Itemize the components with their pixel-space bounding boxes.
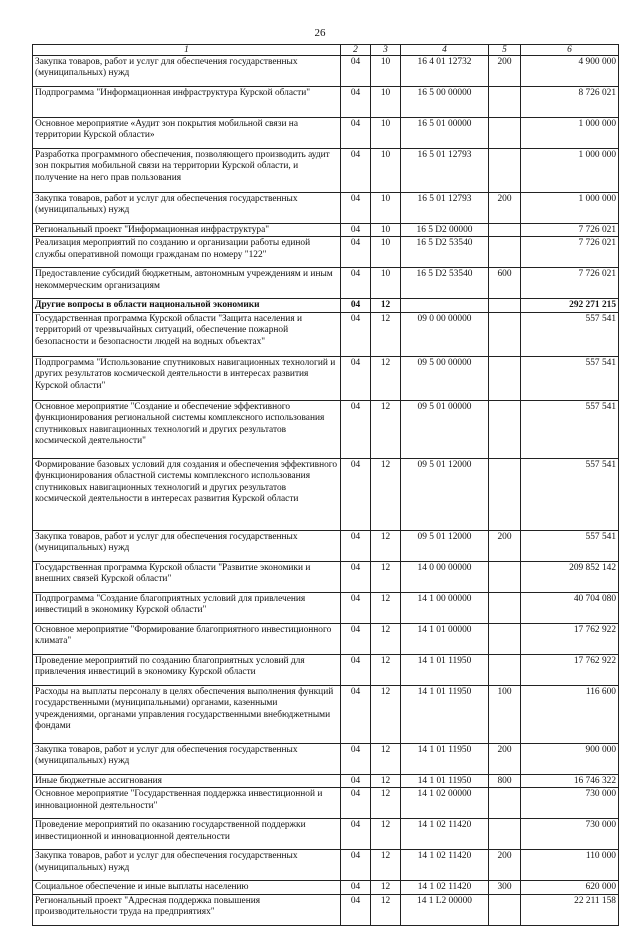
row-expense-type-cell: 800 <box>489 774 521 787</box>
row-expense-type-cell <box>489 592 521 623</box>
row-amount-cell: 1 000 000 <box>521 149 619 193</box>
row-name-cell: Подпрограмма "Информационная инфраструктура Курской области" <box>33 87 341 118</box>
row-target-code-cell: 14 1 01 11950 <box>401 743 489 774</box>
row-section-cell: 04 <box>341 312 371 356</box>
row-expense-type-cell: 200 <box>489 850 521 881</box>
table-row <box>33 894 619 925</box>
table-row <box>33 654 619 685</box>
header-cell-name: 1 <box>33 45 341 56</box>
row-expense-type-cell <box>489 894 521 925</box>
row-subsection-cell: 12 <box>371 774 401 787</box>
row-target-code-cell: 09 0 00 00000 <box>401 312 489 356</box>
row-section-cell: 04 <box>341 458 371 530</box>
row-expense-type-cell <box>489 400 521 458</box>
row-expense-type-cell: 200 <box>489 56 521 87</box>
row-target-code-cell: 14 1 02 11420 <box>401 881 489 894</box>
row-expense-type-cell <box>489 224 521 237</box>
row-name-cell: Проведение мероприятий по созданию благоприятных условий для привлечения инвестиций в экономику Курской области <box>33 654 341 685</box>
row-amount-cell: 209 852 142 <box>521 561 619 592</box>
row-expense-type-cell <box>489 149 521 193</box>
table-row <box>33 237 619 268</box>
row-amount-cell: 557 541 <box>521 458 619 530</box>
row-section-cell: 04 <box>341 881 371 894</box>
row-target-code-cell: 16 5 01 12793 <box>401 193 489 224</box>
row-target-code-cell: 14 1 01 00000 <box>401 623 489 654</box>
row-subsection-cell: 12 <box>371 788 401 819</box>
table-row <box>33 743 619 774</box>
row-subsection-cell: 12 <box>371 356 401 400</box>
row-amount-cell: 1 000 000 <box>521 193 619 224</box>
row-section-cell: 04 <box>341 774 371 787</box>
row-target-code-cell: 14 0 00 00000 <box>401 561 489 592</box>
row-name-cell: Закупка товаров, работ и услуг для обеспечения государственных (муниципальных) нужд <box>33 743 341 774</box>
row-amount-cell: 116 600 <box>521 685 619 743</box>
row-amount-cell: 4 900 000 <box>521 56 619 87</box>
row-subsection-cell: 10 <box>371 118 401 149</box>
row-subsection-cell: 12 <box>371 299 401 312</box>
row-target-code-cell: 16 5 D2 53540 <box>401 237 489 268</box>
table-row <box>33 224 619 237</box>
row-expense-type-cell: 100 <box>489 685 521 743</box>
row-name-cell: Государственная программа Курской области "Защита населения и территорий от чрезвычайных ситуаций, обеспечение пожарной безопасности и безопасности людей на водных объектах" <box>33 312 341 356</box>
row-amount-cell: 22 211 158 <box>521 894 619 925</box>
row-expense-type-cell <box>489 788 521 819</box>
row-name-cell: Разработка программного обеспечения, позволяющего производить аудит зон покрытия мобильной связи на территории Курской области, и получение на него прав пользования <box>33 149 341 193</box>
row-section-cell: 04 <box>341 561 371 592</box>
table-row <box>33 458 619 530</box>
row-name-cell: Основное мероприятие "Государственная поддержка инвестиционной и инновационной деятельности" <box>33 788 341 819</box>
row-target-code-cell: 09 5 01 12000 <box>401 530 489 561</box>
row-target-code-cell: 09 5 01 12000 <box>401 458 489 530</box>
row-target-code-cell: 14 1 02 11420 <box>401 819 489 850</box>
row-name-cell: Расходы на выплаты персоналу в целях обеспечения выполнения функций государственными (муниципальными) органами, казенными учреждениями, органами управления государственными внебюджетными фондами <box>33 685 341 743</box>
row-name-cell: Региональный проект "Информационная инфраструктура" <box>33 224 341 237</box>
row-name-cell: Иные бюджетные ассигнования <box>33 774 341 787</box>
row-name-cell: Закупка товаров, работ и услуг для обеспечения государственных (муниципальных) нужд <box>33 530 341 561</box>
row-target-code-cell: 09 5 00 00000 <box>401 356 489 400</box>
table-row <box>33 400 619 458</box>
row-section-cell: 04 <box>341 654 371 685</box>
row-amount-cell: 110 000 <box>521 850 619 881</box>
row-amount-cell: 730 000 <box>521 819 619 850</box>
row-section-cell: 04 <box>341 224 371 237</box>
row-section-cell: 04 <box>341 530 371 561</box>
row-amount-cell: 17 762 922 <box>521 623 619 654</box>
row-name-cell: Закупка товаров, работ и услуг для обеспечения государственных (муниципальных) нужд <box>33 850 341 881</box>
row-section-cell: 04 <box>341 87 371 118</box>
row-name-cell: Проведение мероприятий по оказанию государственной поддержки инвестиционной и инновационной деятельности <box>33 819 341 850</box>
row-expense-type-cell <box>489 118 521 149</box>
row-subsection-cell: 12 <box>371 850 401 881</box>
table-row <box>33 850 619 881</box>
row-target-code-cell <box>401 299 489 312</box>
row-section-cell: 04 <box>341 356 371 400</box>
row-section-cell: 04 <box>341 56 371 87</box>
table-row <box>33 87 619 118</box>
header-cell-expense-type: 5 <box>489 45 521 56</box>
row-expense-type-cell: 600 <box>489 268 521 299</box>
row-subsection-cell: 12 <box>371 312 401 356</box>
row-expense-type-cell <box>489 356 521 400</box>
row-target-code-cell: 14 1 01 11950 <box>401 685 489 743</box>
row-amount-cell: 557 541 <box>521 400 619 458</box>
row-amount-cell: 17 762 922 <box>521 654 619 685</box>
row-name-cell: Социальное обеспечение и иные выплаты населению <box>33 881 341 894</box>
table-row <box>33 774 619 787</box>
row-subsection-cell: 12 <box>371 530 401 561</box>
table-row <box>33 312 619 356</box>
row-name-cell: Государственная программа Курской области "Развитие экономики и внешних связей Курской области" <box>33 561 341 592</box>
row-target-code-cell: 16 5 D2 53540 <box>401 268 489 299</box>
table-row <box>33 268 619 299</box>
row-amount-cell: 40 704 080 <box>521 592 619 623</box>
row-subsection-cell: 10 <box>371 193 401 224</box>
row-amount-cell: 292 271 215 <box>521 299 619 312</box>
row-target-code-cell: 16 5 01 00000 <box>401 118 489 149</box>
row-amount-cell: 620 000 <box>521 881 619 894</box>
table-row <box>33 56 619 87</box>
row-section-cell: 04 <box>341 299 371 312</box>
table-row <box>33 592 619 623</box>
table-row <box>33 356 619 400</box>
row-target-code-cell: 14 1 01 11950 <box>401 774 489 787</box>
row-amount-cell: 900 000 <box>521 743 619 774</box>
row-expense-type-cell <box>489 237 521 268</box>
row-name-cell: Реализация мероприятий по созданию и организации работы единой службы оперативной помощи гражданам по номеру "122" <box>33 237 341 268</box>
row-section-cell: 04 <box>341 237 371 268</box>
table-row <box>33 530 619 561</box>
row-target-code-cell: 14 1 00 00000 <box>401 592 489 623</box>
row-target-code-cell: 16 4 01 12732 <box>401 56 489 87</box>
table-row <box>33 881 619 894</box>
table-header-row <box>33 45 619 56</box>
row-expense-type-cell <box>489 312 521 356</box>
row-amount-cell: 557 541 <box>521 312 619 356</box>
row-section-cell: 04 <box>341 850 371 881</box>
row-name-cell: Закупка товаров, работ и услуг для обеспечения государственных (муниципальных) нужд <box>33 193 341 224</box>
row-expense-type-cell <box>489 623 521 654</box>
row-section-cell: 04 <box>341 743 371 774</box>
row-amount-cell: 7 726 021 <box>521 268 619 299</box>
row-target-code-cell: 14 1 L2 00000 <box>401 894 489 925</box>
table-row <box>33 685 619 743</box>
row-name-cell: Основное мероприятие «Аудит зон покрытия мобильной связи на территории Курской области» <box>33 118 341 149</box>
row-subsection-cell: 12 <box>371 400 401 458</box>
row-target-code-cell: 14 1 02 11420 <box>401 850 489 881</box>
row-section-cell: 04 <box>341 149 371 193</box>
row-section-cell: 04 <box>341 788 371 819</box>
row-expense-type-cell <box>489 654 521 685</box>
row-name-cell: Основное мероприятие "Формирование благоприятного инвестиционного климата" <box>33 623 341 654</box>
row-subsection-cell: 10 <box>371 56 401 87</box>
row-subsection-cell: 12 <box>371 685 401 743</box>
row-section-cell: 04 <box>341 685 371 743</box>
row-subsection-cell: 10 <box>371 224 401 237</box>
row-section-cell: 04 <box>341 193 371 224</box>
row-target-code-cell: 14 1 01 11950 <box>401 654 489 685</box>
row-amount-cell: 7 726 021 <box>521 224 619 237</box>
header-cell-section: 2 <box>341 45 371 56</box>
row-section-cell: 04 <box>341 268 371 299</box>
row-subsection-cell: 12 <box>371 592 401 623</box>
row-subsection-cell: 12 <box>371 561 401 592</box>
row-subsection-cell: 12 <box>371 743 401 774</box>
row-expense-type-cell <box>489 299 521 312</box>
row-subsection-cell: 12 <box>371 654 401 685</box>
row-section-cell: 04 <box>341 894 371 925</box>
row-amount-cell: 730 000 <box>521 788 619 819</box>
row-name-cell: Подпрограмма "Использование спутниковых навигационных технологий и других результатов космической деятельности в интересах развития Курской области" <box>33 356 341 400</box>
row-subsection-cell: 12 <box>371 458 401 530</box>
row-subsection-cell: 10 <box>371 268 401 299</box>
row-expense-type-cell <box>489 819 521 850</box>
row-amount-cell: 16 746 322 <box>521 774 619 787</box>
row-expense-type-cell: 200 <box>489 530 521 561</box>
row-name-cell: Предоставление субсидий бюджетным, автономным учреждениям и иным некоммерческим организациям <box>33 268 341 299</box>
row-amount-cell: 557 541 <box>521 356 619 400</box>
row-section-cell: 04 <box>341 592 371 623</box>
row-section-cell: 04 <box>341 623 371 654</box>
row-expense-type-cell <box>489 458 521 530</box>
table-row <box>33 561 619 592</box>
row-amount-cell: 557 541 <box>521 530 619 561</box>
header-cell-subsection: 3 <box>371 45 401 56</box>
header-cell-amount: 6 <box>521 45 619 56</box>
row-name-cell: Основное мероприятие "Создание и обеспечение эффективного функционирования региональной системы комплексного использования спутниковых навигационных технологий и других результатов космической деятельности" <box>33 400 341 458</box>
page-number: 26 <box>314 27 326 39</box>
row-subsection-cell: 12 <box>371 881 401 894</box>
row-name-cell: Другие вопросы в области национальной экономики <box>33 299 341 312</box>
table-row <box>33 118 619 149</box>
row-name-cell: Закупка товаров, работ и услуг для обеспечения государственных (муниципальных) нужд <box>33 56 341 87</box>
table-row <box>33 788 619 819</box>
row-expense-type-cell: 300 <box>489 881 521 894</box>
table-row <box>33 299 619 312</box>
row-expense-type-cell <box>489 87 521 118</box>
row-subsection-cell: 10 <box>371 87 401 118</box>
row-subsection-cell: 12 <box>371 894 401 925</box>
row-target-code-cell: 09 5 01 00000 <box>401 400 489 458</box>
row-name-cell: Формирование базовых условий для создания и обеспечения эффективного функционирования областной системы комплексного использования спутниковых навигационных технологий и других результатов космической деятельности в интересах развития Курской области <box>33 458 341 530</box>
row-name-cell: Подпрограмма "Создание благоприятных условий для привлечения инвестиций в экономику Курской области" <box>33 592 341 623</box>
table-row <box>33 149 619 193</box>
row-target-code-cell: 14 1 02 00000 <box>401 788 489 819</box>
row-expense-type-cell: 200 <box>489 743 521 774</box>
row-section-cell: 04 <box>341 819 371 850</box>
row-expense-type-cell: 200 <box>489 193 521 224</box>
row-amount-cell: 1 000 000 <box>521 118 619 149</box>
row-subsection-cell: 12 <box>371 623 401 654</box>
row-expense-type-cell <box>489 561 521 592</box>
row-subsection-cell: 12 <box>371 819 401 850</box>
row-target-code-cell: 16 5 D2 00000 <box>401 224 489 237</box>
table-row <box>33 819 619 850</box>
budget-table <box>32 44 619 926</box>
row-section-cell: 04 <box>341 400 371 458</box>
row-target-code-cell: 16 5 01 12793 <box>401 149 489 193</box>
row-amount-cell: 7 726 021 <box>521 237 619 268</box>
table-row <box>33 193 619 224</box>
row-section-cell: 04 <box>341 118 371 149</box>
row-name-cell: Региональный проект "Адресная поддержка повышения производительности труда на предприятиях" <box>33 894 341 925</box>
table-row <box>33 623 619 654</box>
row-subsection-cell: 10 <box>371 237 401 268</box>
row-target-code-cell: 16 5 00 00000 <box>401 87 489 118</box>
row-amount-cell: 8 726 021 <box>521 87 619 118</box>
row-subsection-cell: 10 <box>371 149 401 193</box>
header-cell-target-code: 4 <box>401 45 489 56</box>
